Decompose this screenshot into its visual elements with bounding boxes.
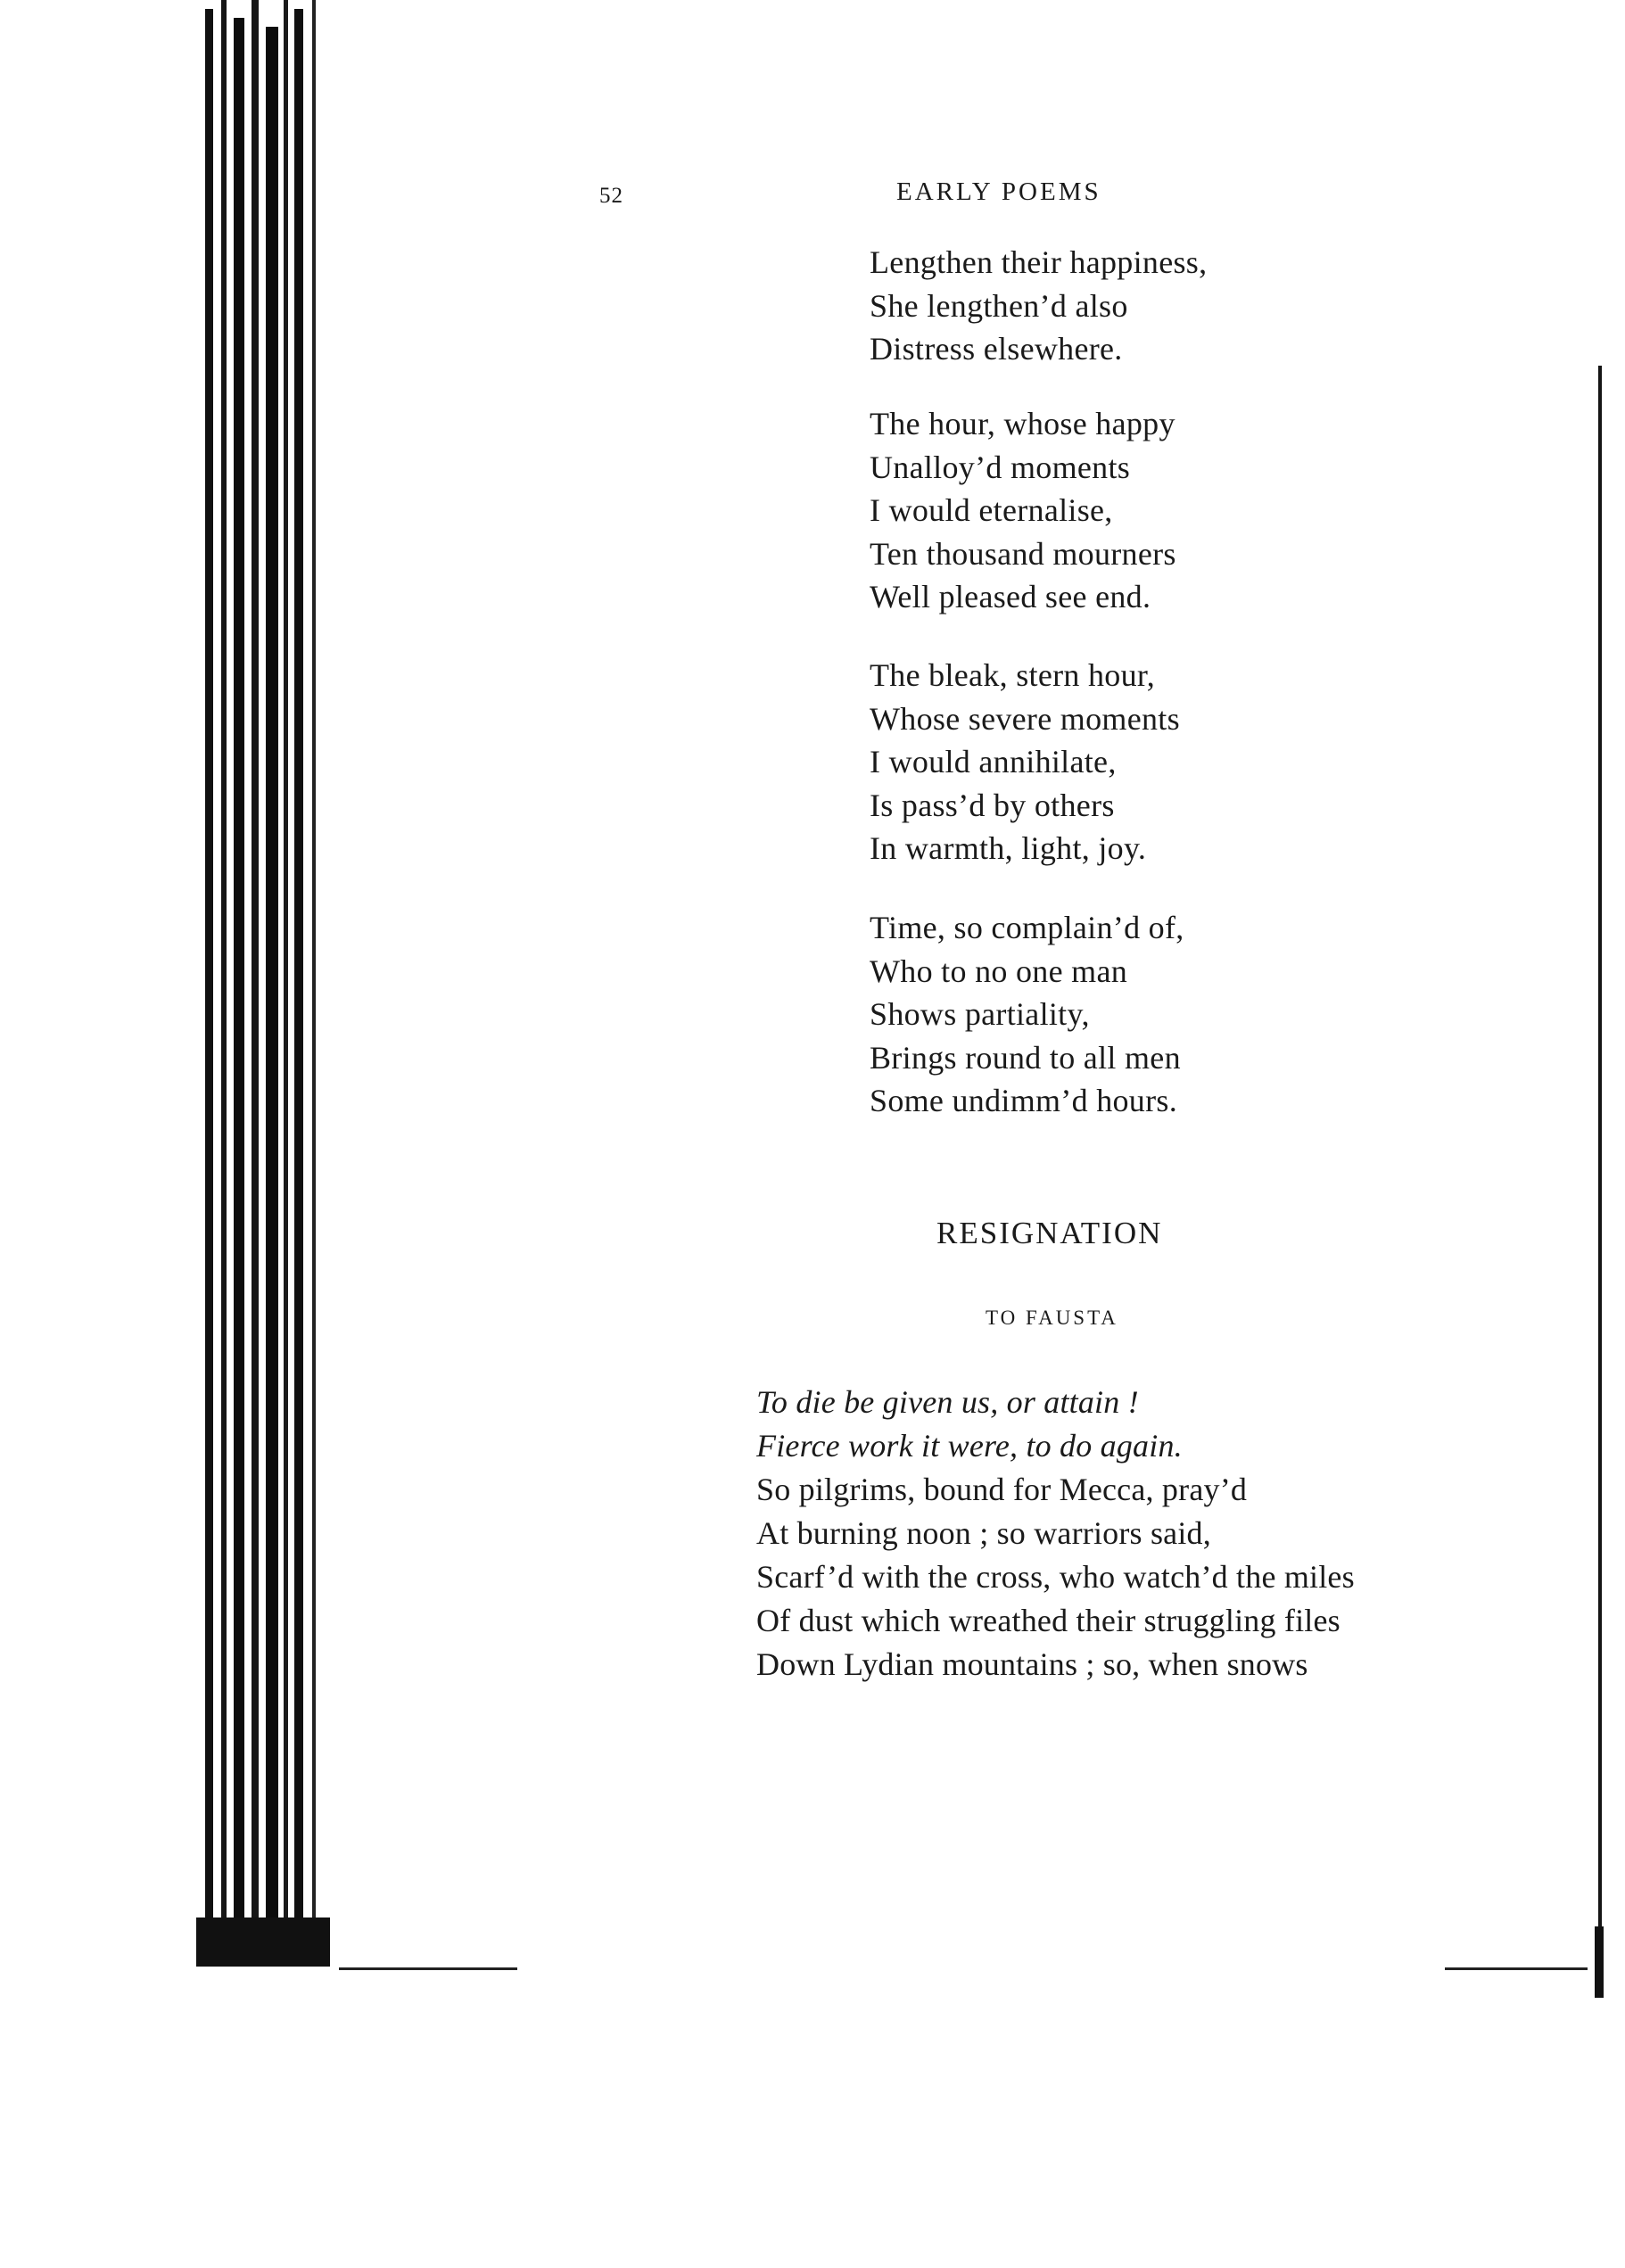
- verse-line: At burning noon ; so warriors said,: [756, 1515, 1211, 1551]
- stanza-4: [870, 906, 1184, 1123]
- verse-line: The bleak, stern hour,: [870, 657, 1156, 693]
- poem-body: [756, 1381, 1355, 1687]
- verse-line: Distress elsewhere.: [870, 331, 1123, 367]
- verse-line: Scarf’d with the cross, who watch’d the miles: [756, 1559, 1355, 1595]
- verse-line: Time, so complain’d of,: [870, 910, 1184, 945]
- running-head: EARLY POEMS: [896, 177, 1101, 206]
- verse-line: Unalloy’d moments: [870, 449, 1131, 485]
- verse-line: She lengthen’d also: [870, 287, 1128, 324]
- poem-dedication: TO FAUSTA: [986, 1307, 1118, 1329]
- scan-bottom-edge-right: [1445, 1967, 1588, 1970]
- verse-line: The hour, whose happy: [870, 406, 1175, 441]
- stanza-3: [870, 654, 1180, 870]
- verse-line: I would annihilate,: [870, 744, 1117, 779]
- verse-line: Well pleased see end.: [870, 579, 1151, 614]
- verse-line: In warmth, light, joy.: [870, 830, 1147, 866]
- verse-line: Shows partiality,: [870, 996, 1090, 1032]
- epigraph-line: To die be given us, or attain !: [756, 1384, 1139, 1420]
- scan-bottom-edge: [339, 1967, 517, 1970]
- verse-line: Ten thousand mourners: [870, 535, 1176, 572]
- verse-line: So pilgrims, bound for Mecca, pray’d: [756, 1472, 1248, 1507]
- epigraph-line: Fierce work it were, to do again.: [756, 1428, 1183, 1464]
- verse-line: Some undimm’d hours.: [870, 1083, 1177, 1118]
- stanza-1: [870, 241, 1207, 371]
- poem-title: RESIGNATION: [936, 1216, 1163, 1250]
- verse-line: Of dust which wreathed their struggling files: [756, 1603, 1340, 1638]
- verse-line: I would eternalise,: [870, 492, 1113, 528]
- verse-line: Brings round to all men: [870, 1039, 1181, 1076]
- page-number: 52: [599, 184, 623, 208]
- scanned-book-edge: [169, 0, 339, 1967]
- scanned-right-edge: [1588, 366, 1614, 1998]
- verse-line: Who to no one man: [870, 953, 1128, 989]
- verse-line: Lengthen their happiness,: [870, 244, 1208, 280]
- verse-line: Down Lydian mountains ; so, when snows: [756, 1646, 1308, 1682]
- verse-line: Whose severe moments: [870, 700, 1180, 737]
- stanza-2: [870, 402, 1176, 619]
- verse-line: Is pass’d by others: [870, 787, 1115, 823]
